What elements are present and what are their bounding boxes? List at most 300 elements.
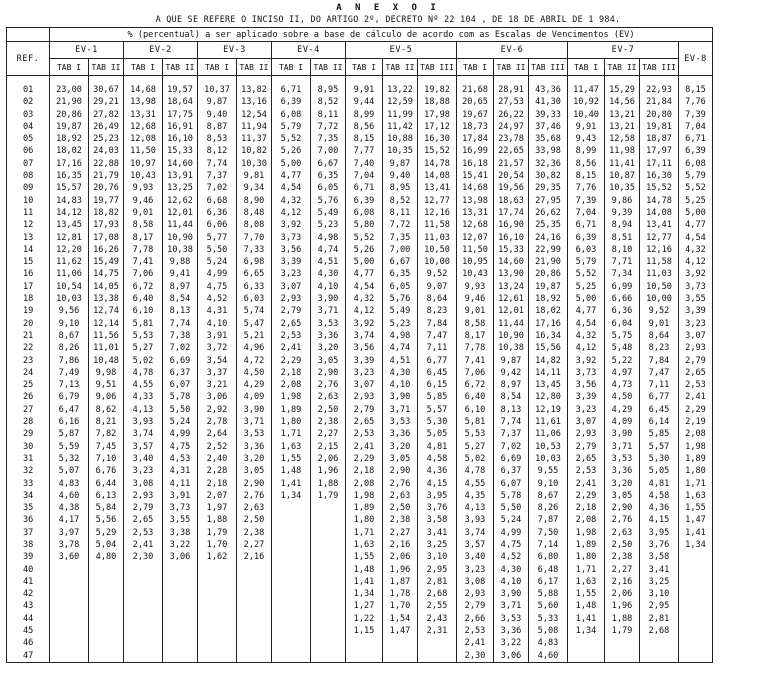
value-cell: 17,84 bbox=[457, 133, 494, 145]
value-cell bbox=[272, 527, 311, 539]
value-cell: 4,30 bbox=[494, 564, 529, 576]
value-cell: 2,29 bbox=[272, 355, 311, 367]
value-cell: 4,54 bbox=[272, 182, 311, 194]
value-cell: 4,72 bbox=[237, 355, 272, 367]
value-cell: 6,10 bbox=[124, 305, 163, 317]
value-cell: 3,90 bbox=[311, 293, 346, 305]
value-cell: 5,50 bbox=[163, 404, 198, 416]
value-cell: 6,35 bbox=[311, 170, 346, 182]
value-cell: 9,01 bbox=[457, 305, 494, 317]
value-cell: 6,99 bbox=[605, 281, 640, 293]
value-cell: 9,91 bbox=[568, 121, 605, 133]
ref-cell: 36 bbox=[7, 514, 50, 526]
ref-cell: 22 bbox=[7, 342, 50, 354]
value-cell bbox=[272, 650, 311, 663]
value-cell: 3,05 bbox=[311, 355, 346, 367]
value-cell: 5,80 bbox=[346, 219, 383, 231]
value-cell: 27,82 bbox=[89, 109, 124, 121]
value-cell: 21,79 bbox=[89, 170, 124, 182]
value-cell: 3,55 bbox=[163, 514, 198, 526]
value-cell: 4,75 bbox=[198, 281, 237, 293]
value-cell: 14,05 bbox=[89, 281, 124, 293]
value-cell: 9,51 bbox=[89, 379, 124, 391]
value-cell bbox=[346, 650, 383, 663]
value-cell: 17,97 bbox=[640, 145, 679, 157]
value-cell: 24,03 bbox=[89, 145, 124, 157]
value-cell: 9,46 bbox=[124, 195, 163, 207]
value-cell bbox=[237, 650, 272, 663]
value-cell bbox=[272, 514, 311, 526]
value-cell: 2,16 bbox=[237, 551, 272, 563]
value-cell: 6,39 bbox=[272, 96, 311, 108]
ref-cell: 26 bbox=[7, 391, 50, 403]
value-cell: 6,77 bbox=[418, 355, 457, 367]
value-cell: 8,58 bbox=[457, 318, 494, 330]
value-cell: 3,58 bbox=[418, 514, 457, 526]
value-cell bbox=[679, 600, 713, 612]
value-cell: 5,24 bbox=[494, 514, 529, 526]
value-cell bbox=[124, 564, 163, 576]
value-cell: 1,98 bbox=[568, 527, 605, 539]
value-cell: 20,76 bbox=[89, 182, 124, 194]
value-cell bbox=[237, 588, 272, 600]
value-cell: 4,30 bbox=[311, 268, 346, 280]
value-cell: 3,73 bbox=[679, 281, 713, 293]
value-cell: 12,59 bbox=[383, 96, 418, 108]
value-cell: 5,02 bbox=[124, 355, 163, 367]
value-cell: 7,77 bbox=[346, 145, 383, 157]
value-cell: 1,22 bbox=[346, 613, 383, 625]
value-cell: 3,07 bbox=[272, 281, 311, 293]
value-cell: 5,52 bbox=[568, 268, 605, 280]
value-cell: 21,90 bbox=[50, 96, 89, 108]
value-cell: 43,36 bbox=[529, 84, 568, 96]
value-cell: 3,05 bbox=[383, 453, 418, 465]
table-row bbox=[7, 145, 713, 157]
value-cell bbox=[124, 576, 163, 588]
value-cell: 2,41 bbox=[124, 539, 163, 551]
value-cell: 2,63 bbox=[237, 502, 272, 514]
value-cell: 11,03 bbox=[418, 232, 457, 244]
table-row bbox=[7, 527, 713, 539]
value-cell: 6,67 bbox=[383, 256, 418, 268]
value-cell: 5,50 bbox=[198, 244, 237, 256]
value-cell bbox=[383, 637, 418, 649]
value-cell: 14,68 bbox=[124, 84, 163, 96]
value-cell: 7,04 bbox=[346, 170, 383, 182]
value-cell: 5,32 bbox=[50, 453, 89, 465]
value-cell: 26,22 bbox=[494, 109, 529, 121]
pad-cell bbox=[494, 76, 529, 85]
value-cell: 2,38 bbox=[383, 514, 418, 526]
value-cell: 18,92 bbox=[529, 293, 568, 305]
value-cell bbox=[640, 650, 679, 663]
value-cell: 1,96 bbox=[311, 465, 346, 477]
value-cell: 9,87 bbox=[494, 355, 529, 367]
value-cell: 8,95 bbox=[383, 182, 418, 194]
value-cell: 4,10 bbox=[311, 281, 346, 293]
table-row bbox=[7, 391, 713, 403]
value-cell: 3,23 bbox=[272, 268, 311, 280]
value-cell: 1,41 bbox=[679, 527, 713, 539]
value-cell: 5,00 bbox=[568, 293, 605, 305]
value-cell: 18,73 bbox=[457, 121, 494, 133]
value-cell bbox=[198, 576, 237, 588]
value-cell bbox=[568, 650, 605, 663]
tab-subheader: TAB I bbox=[568, 59, 605, 76]
value-cell: 6,48 bbox=[529, 564, 568, 576]
value-cell: 8,99 bbox=[346, 109, 383, 121]
value-cell: 3,37 bbox=[198, 367, 237, 379]
value-cell: 4,83 bbox=[529, 637, 568, 649]
value-cell: 3,58 bbox=[640, 551, 679, 563]
value-cell: 3,36 bbox=[311, 330, 346, 342]
value-cell: 6,71 bbox=[679, 133, 713, 145]
value-cell: 3,91 bbox=[163, 490, 198, 502]
value-cell bbox=[50, 637, 89, 649]
value-cell: 10,35 bbox=[383, 145, 418, 157]
table-row bbox=[7, 441, 713, 453]
table-row bbox=[7, 305, 713, 317]
value-cell: 1,80 bbox=[568, 551, 605, 563]
value-cell: 4,55 bbox=[124, 379, 163, 391]
value-cell: 10,90 bbox=[163, 232, 198, 244]
value-cell: 8,53 bbox=[198, 133, 237, 145]
table-row bbox=[7, 318, 713, 330]
value-cell: 10,40 bbox=[568, 109, 605, 121]
table-row bbox=[7, 256, 713, 268]
value-cell: 8,64 bbox=[418, 293, 457, 305]
value-cell bbox=[311, 650, 346, 663]
value-cell: 5,30 bbox=[418, 416, 457, 428]
table-row bbox=[7, 342, 713, 354]
value-cell: 5,60 bbox=[529, 600, 568, 612]
value-cell: 2,38 bbox=[311, 416, 346, 428]
ref-cell: 24 bbox=[7, 367, 50, 379]
value-cell: 1,48 bbox=[272, 465, 311, 477]
value-cell: 7,00 bbox=[311, 145, 346, 157]
value-cell: 5,78 bbox=[494, 490, 529, 502]
value-cell: 2,79 bbox=[568, 441, 605, 453]
value-cell: 9,81 bbox=[237, 170, 272, 182]
value-cell: 6,14 bbox=[640, 416, 679, 428]
ref-cell: 12 bbox=[7, 219, 50, 231]
value-cell: 13,90 bbox=[494, 268, 529, 280]
value-cell: 3,20 bbox=[237, 453, 272, 465]
value-cell bbox=[272, 588, 311, 600]
value-cell: 1,80 bbox=[346, 514, 383, 526]
value-cell: 16,30 bbox=[640, 170, 679, 182]
ev-group-header: EV-7 bbox=[568, 42, 679, 59]
value-cell: 16,30 bbox=[418, 133, 457, 145]
value-cell: 1,54 bbox=[383, 613, 418, 625]
tab-subheader: TAB I bbox=[457, 59, 494, 76]
value-cell: 7,11 bbox=[418, 342, 457, 354]
value-cell: 16,35 bbox=[50, 170, 89, 182]
ref-cell: 14 bbox=[7, 244, 50, 256]
table-row bbox=[7, 514, 713, 526]
value-cell: 1,89 bbox=[568, 539, 605, 551]
value-cell: 2,63 bbox=[383, 490, 418, 502]
value-cell: 8,15 bbox=[346, 133, 383, 145]
value-cell: 2,28 bbox=[198, 465, 237, 477]
value-cell: 2,79 bbox=[124, 502, 163, 514]
value-cell: 8,97 bbox=[163, 281, 198, 293]
value-cell bbox=[605, 637, 640, 649]
value-cell: 5,74 bbox=[237, 305, 272, 317]
value-cell bbox=[311, 637, 346, 649]
value-cell: 6,40 bbox=[457, 391, 494, 403]
value-cell: 2,90 bbox=[237, 478, 272, 490]
value-cell: 7,06 bbox=[124, 268, 163, 280]
value-cell: 7,74 bbox=[163, 318, 198, 330]
value-cell bbox=[89, 613, 124, 625]
value-cell: 18,02 bbox=[50, 145, 89, 157]
value-cell: 4,80 bbox=[89, 551, 124, 563]
value-cell: 3,08 bbox=[124, 478, 163, 490]
value-cell: 3,06 bbox=[198, 391, 237, 403]
table-row bbox=[7, 502, 713, 514]
value-cell: 4,32 bbox=[272, 195, 311, 207]
value-cell: 11,58 bbox=[418, 219, 457, 231]
value-cell: 2,79 bbox=[346, 404, 383, 416]
value-cell: 3,40 bbox=[124, 453, 163, 465]
value-cell: 4,51 bbox=[383, 355, 418, 367]
value-cell: 8,51 bbox=[605, 232, 640, 244]
value-cell: 4,77 bbox=[679, 219, 713, 231]
value-cell: 15,57 bbox=[50, 182, 89, 194]
value-cell: 5,52 bbox=[272, 133, 311, 145]
value-cell: 17,93 bbox=[89, 219, 124, 231]
value-cell: 4,75 bbox=[494, 539, 529, 551]
value-cell: 6,69 bbox=[494, 453, 529, 465]
value-cell: 3,90 bbox=[605, 428, 640, 440]
value-cell: 12,61 bbox=[494, 293, 529, 305]
value-cell: 12,08 bbox=[124, 133, 163, 145]
value-cell: 10,30 bbox=[237, 158, 272, 170]
value-cell: 9,07 bbox=[418, 281, 457, 293]
value-cell: 7,14 bbox=[529, 539, 568, 551]
value-cell: 2,08 bbox=[272, 379, 311, 391]
value-cell: 7,49 bbox=[50, 367, 89, 379]
value-cell: 2,27 bbox=[383, 527, 418, 539]
value-cell: 3,93 bbox=[457, 514, 494, 526]
value-cell: 13,41 bbox=[640, 219, 679, 231]
value-cell: 8,58 bbox=[124, 219, 163, 231]
value-cell: 22,99 bbox=[529, 244, 568, 256]
value-cell: 9,06 bbox=[89, 391, 124, 403]
value-cell: 2,68 bbox=[418, 588, 457, 600]
value-cell: 4,35 bbox=[457, 490, 494, 502]
value-cell: 3,21 bbox=[198, 379, 237, 391]
value-cell: 2,41 bbox=[457, 637, 494, 649]
value-cell: 7,04 bbox=[568, 207, 605, 219]
value-cell: 17,08 bbox=[89, 232, 124, 244]
value-cell: 6,76 bbox=[89, 465, 124, 477]
table-row bbox=[7, 588, 713, 600]
value-cell: 4,98 bbox=[383, 330, 418, 342]
value-cell: 9,93 bbox=[124, 182, 163, 194]
value-cell: 3,91 bbox=[198, 330, 237, 342]
value-cell: 6,08 bbox=[272, 109, 311, 121]
value-cell: 5,48 bbox=[605, 342, 640, 354]
value-cell: 4,58 bbox=[418, 453, 457, 465]
value-cell bbox=[272, 551, 311, 563]
tab-subheader: TAB I bbox=[50, 59, 89, 76]
value-cell: 8,11 bbox=[311, 109, 346, 121]
value-cell: 1,98 bbox=[346, 490, 383, 502]
value-cell: 12,07 bbox=[457, 232, 494, 244]
table-row bbox=[7, 650, 713, 663]
value-cell bbox=[237, 613, 272, 625]
value-cell: 14,75 bbox=[89, 268, 124, 280]
value-cell: 3,10 bbox=[640, 588, 679, 600]
pad-cell bbox=[605, 76, 640, 85]
pad-cell bbox=[529, 76, 568, 85]
value-cell: 6,39 bbox=[346, 195, 383, 207]
value-cell: 4,81 bbox=[640, 478, 679, 490]
value-cell: 5,00 bbox=[346, 256, 383, 268]
value-cell: 7,02 bbox=[494, 441, 529, 453]
value-cell: 32,36 bbox=[529, 158, 568, 170]
value-cell bbox=[311, 625, 346, 637]
value-cell: 10,54 bbox=[50, 281, 89, 293]
value-cell bbox=[272, 625, 311, 637]
value-cell: 10,88 bbox=[383, 133, 418, 145]
value-cell: 1,78 bbox=[383, 588, 418, 600]
value-cell: 3,97 bbox=[50, 527, 89, 539]
pad-cell bbox=[383, 76, 418, 85]
tab-subheader: TAB III bbox=[529, 59, 568, 76]
value-cell: 26,62 bbox=[529, 207, 568, 219]
value-cell: 7,37 bbox=[494, 428, 529, 440]
value-cell: 5,26 bbox=[346, 244, 383, 256]
value-cell: 1,71 bbox=[346, 527, 383, 539]
value-cell: 2,76 bbox=[605, 514, 640, 526]
value-cell: 13,16 bbox=[237, 96, 272, 108]
value-cell: 12,77 bbox=[418, 195, 457, 207]
value-cell: 19,82 bbox=[418, 84, 457, 96]
value-cell: 4,55 bbox=[457, 478, 494, 490]
value-cell: 11,41 bbox=[605, 158, 640, 170]
value-cell: 3,39 bbox=[346, 355, 383, 367]
value-cell: 7,37 bbox=[198, 170, 237, 182]
value-cell bbox=[383, 650, 418, 663]
value-cell: 4,54 bbox=[568, 318, 605, 330]
value-cell: 4,50 bbox=[237, 367, 272, 379]
value-cell: 19,67 bbox=[457, 109, 494, 121]
ref-pad-cell bbox=[7, 76, 50, 85]
value-cell: 10,87 bbox=[605, 170, 640, 182]
value-cell: 2,63 bbox=[311, 391, 346, 403]
value-cell: 5,08 bbox=[529, 625, 568, 637]
value-cell: 1,88 bbox=[311, 478, 346, 490]
value-cell: 10,00 bbox=[640, 293, 679, 305]
value-cell: 14,78 bbox=[640, 195, 679, 207]
value-cell: 2,52 bbox=[198, 441, 237, 453]
value-cell: 2,08 bbox=[679, 428, 713, 440]
value-cell: 9,87 bbox=[198, 96, 237, 108]
value-cell: 1,47 bbox=[383, 625, 418, 637]
value-cell: 8,62 bbox=[89, 404, 124, 416]
value-cell: 10,03 bbox=[529, 453, 568, 465]
table-row bbox=[7, 564, 713, 576]
value-cell: 5,85 bbox=[418, 391, 457, 403]
value-cell: 1,55 bbox=[272, 453, 311, 465]
value-cell bbox=[89, 625, 124, 637]
value-cell: 7,02 bbox=[198, 182, 237, 194]
value-cell: 6,05 bbox=[383, 281, 418, 293]
value-cell: 1,48 bbox=[346, 564, 383, 576]
value-cell: 10,38 bbox=[494, 342, 529, 354]
value-cell: 7,41 bbox=[457, 355, 494, 367]
value-cell: 1,48 bbox=[568, 600, 605, 612]
tab-subheader: TAB II bbox=[605, 59, 640, 76]
value-cell bbox=[237, 564, 272, 576]
value-cell: 8,17 bbox=[124, 232, 163, 244]
value-cell: 7,74 bbox=[494, 416, 529, 428]
value-cell: 2,27 bbox=[311, 428, 346, 440]
value-cell bbox=[679, 588, 713, 600]
ref-cell: 02 bbox=[7, 96, 50, 108]
value-cell: 1,34 bbox=[679, 539, 713, 551]
table-row bbox=[7, 539, 713, 551]
value-cell: 3,23 bbox=[568, 404, 605, 416]
tab-subheader: TAB I bbox=[346, 59, 383, 76]
table-row bbox=[7, 207, 713, 219]
value-cell bbox=[237, 576, 272, 588]
value-cell: 5,23 bbox=[383, 318, 418, 330]
value-cell: 4,99 bbox=[163, 428, 198, 440]
ref-cell: 11 bbox=[7, 207, 50, 219]
value-cell: 9,52 bbox=[640, 305, 679, 317]
value-cell: 3,95 bbox=[418, 490, 457, 502]
value-cell: 2,90 bbox=[311, 367, 346, 379]
value-cell: 1,96 bbox=[383, 564, 418, 576]
value-cell: 2,29 bbox=[346, 453, 383, 465]
value-cell bbox=[89, 600, 124, 612]
value-cell: 5,77 bbox=[198, 232, 237, 244]
value-cell: 6,77 bbox=[640, 391, 679, 403]
value-cell bbox=[418, 650, 457, 663]
value-cell: 3,08 bbox=[457, 576, 494, 588]
value-cell: 23,00 bbox=[50, 84, 89, 96]
value-cell: 6,71 bbox=[568, 219, 605, 231]
pad-cell bbox=[50, 76, 89, 85]
value-cell: 6,65 bbox=[237, 268, 272, 280]
value-cell: 5,57 bbox=[640, 441, 679, 453]
value-cell: 2,41 bbox=[679, 391, 713, 403]
ref-cell: 23 bbox=[7, 355, 50, 367]
value-cell: 14,82 bbox=[529, 355, 568, 367]
value-cell: 6,15 bbox=[418, 379, 457, 391]
value-cell: 9,42 bbox=[494, 367, 529, 379]
value-cell: 2,65 bbox=[568, 453, 605, 465]
pad-cell bbox=[89, 76, 124, 85]
value-cell: 2,64 bbox=[198, 428, 237, 440]
value-cell: 2,76 bbox=[383, 478, 418, 490]
value-cell: 3,74 bbox=[457, 527, 494, 539]
value-cell: 5,53 bbox=[124, 330, 163, 342]
value-cell: 15,52 bbox=[640, 182, 679, 194]
value-cell: 11,44 bbox=[494, 318, 529, 330]
value-cell: 11,44 bbox=[163, 219, 198, 231]
table-row bbox=[7, 379, 713, 391]
value-cell: 3,22 bbox=[163, 539, 198, 551]
value-cell: 6,98 bbox=[237, 256, 272, 268]
value-cell: 6,80 bbox=[529, 551, 568, 563]
value-cell: 5,87 bbox=[50, 428, 89, 440]
